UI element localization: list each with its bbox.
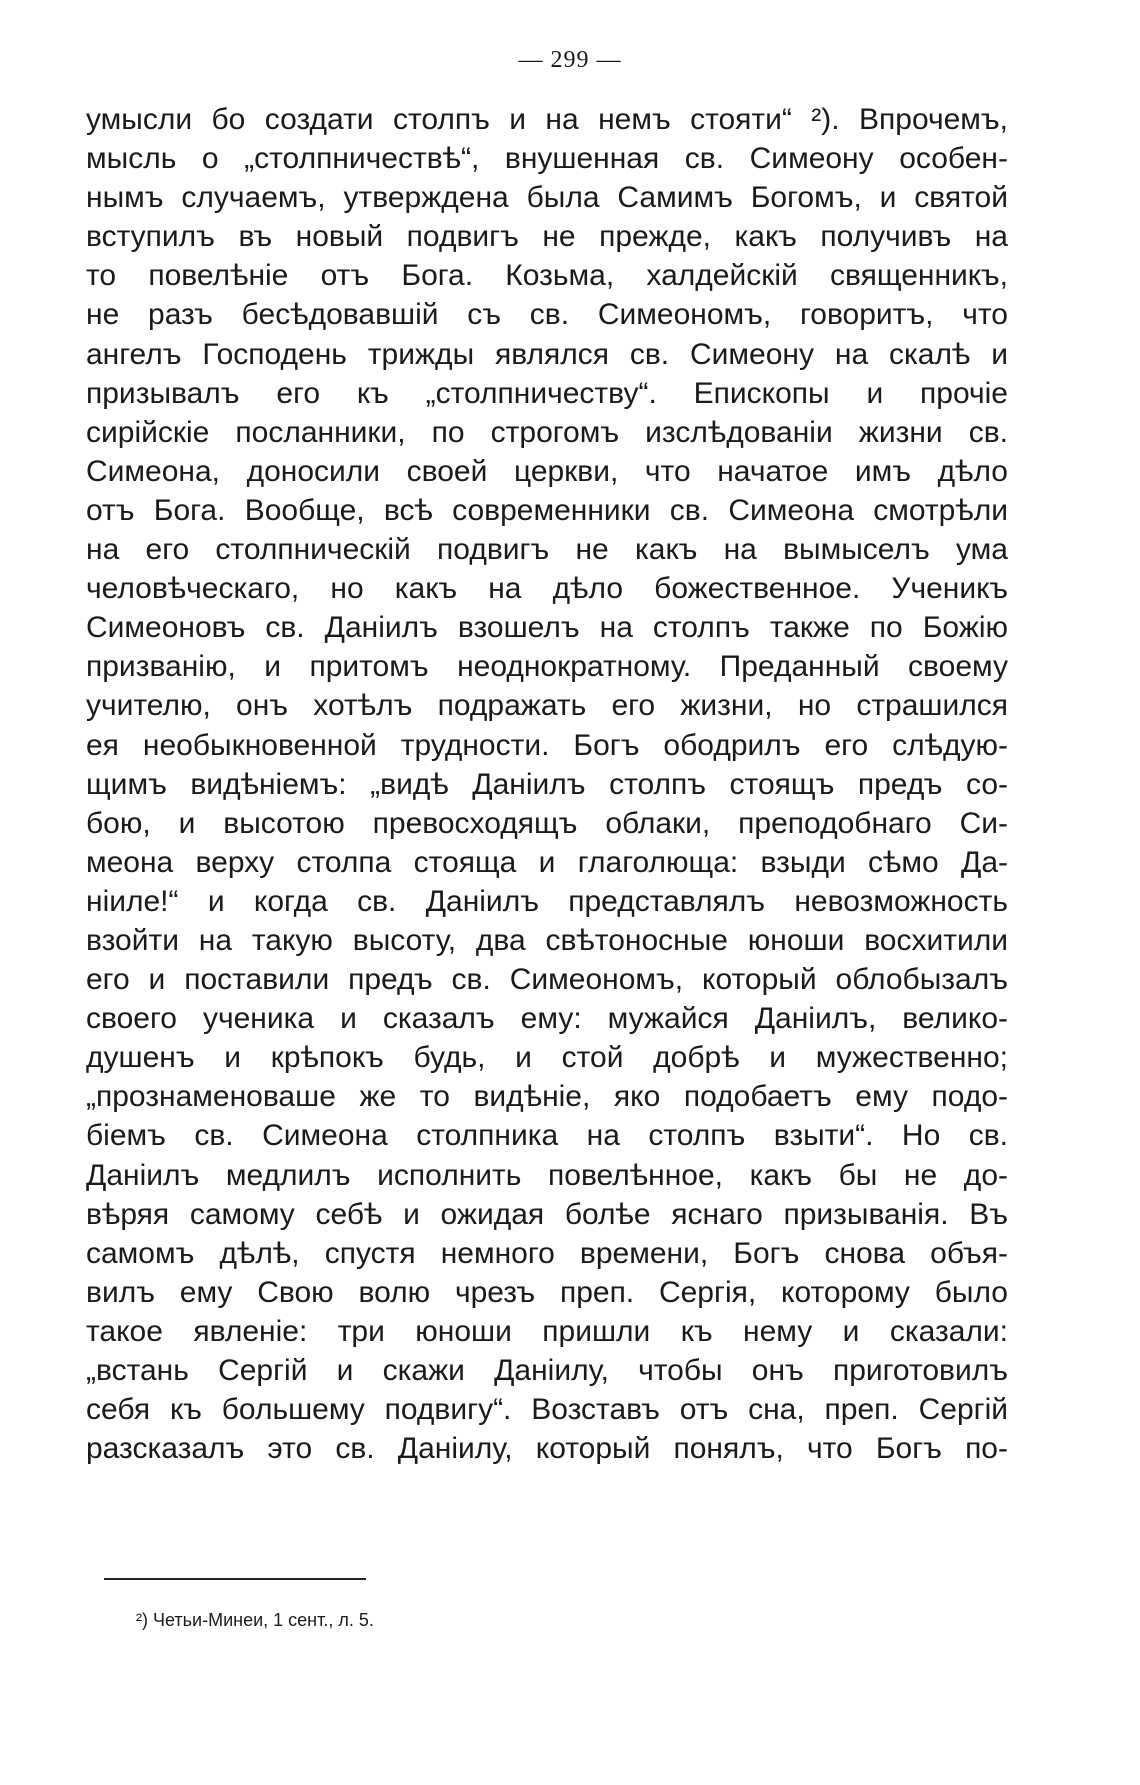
text-line: взойти на такую высоту, два свѣтоносные юноши восхитили <box>86 923 1008 957</box>
text-line: самомъ дѣлѣ, спустя немного времени, Богъ снова объя- <box>86 1236 1008 1270</box>
text-line: „прознаменоваше же то видѣніе, яко подобаетъ ему подо- <box>86 1080 1008 1114</box>
text-line: нымъ случаемъ, утверждена была Самимъ Богомъ, и святой <box>86 181 1008 215</box>
text-line: то повелѣніе отъ Бога. Козьма, халдейскій священникъ, <box>86 259 1008 293</box>
text-line: на его столпническій подвигъ не какъ на вымыселъ ума <box>86 533 1008 567</box>
text-line: вѣряя самому себѣ и ожидая болѣе яснаго призыванія. Въ <box>86 1197 1008 1231</box>
text-line: мысль о „столпничествѣ“, внушенная св. Симеону особен- <box>86 142 1008 176</box>
text-line: ніиле!“ и когда св. Даніилъ представлялъ невозможность <box>86 884 1008 918</box>
text-line: такое явленіе: три юноши пришли къ нему и сказали: <box>86 1314 1008 1348</box>
text-line: ангелъ Господень трижды являлся св. Симеону на скалѣ и <box>86 337 1008 371</box>
text-line: разсказалъ это св. Даніилу, который понялъ, что Богъ по- <box>86 1432 1008 1466</box>
text-line: душенъ и крѣпокъ будь, и стой добрѣ и мужественно; <box>86 1041 1008 1075</box>
text-line: щимъ видѣніемъ: „видѣ Даніилъ столпъ стоящъ предъ со- <box>86 767 1008 801</box>
text-line: вступилъ въ новый подвигъ не прежде, какъ получивъ на <box>86 220 1008 254</box>
text-line: вилъ ему Свою волю чрезъ преп. Сергія, которому было <box>86 1275 1008 1309</box>
text-line: не разъ бесѣдовавшій съ св. Симеономъ, говоритъ, что <box>86 298 1008 332</box>
text-line: человѣческаго, но какъ на дѣло божественное. Ученикъ <box>86 572 1008 606</box>
text-line: призванію, и притомъ неоднократному. Преданный своему <box>86 650 1008 684</box>
footnote <box>136 1608 374 1632</box>
text-line: меона верху столпа стояща и глаголюща: взыди сѣмо Да- <box>86 845 1008 879</box>
footnote-divider <box>104 1578 366 1580</box>
text-line: бою, и высотою превосходящъ облаки, преподобнаго Си- <box>86 806 1008 840</box>
text-line: своего ученика и сказалъ ему: мужайся Даніилъ, велико- <box>86 1002 1008 1036</box>
text-line: призывалъ его къ „столпничеству“. Епископы и прочіе <box>86 376 1008 410</box>
text-line: себя къ большему подвигу“. Возставъ отъ сна, преп. Сергій <box>86 1393 1008 1427</box>
text-line: учителю, онъ хотѣлъ подражать его жизни, но страшился <box>86 689 1008 723</box>
text-line: Симеоновъ св. Даніилъ взошелъ на столпъ также по Божію <box>86 611 1008 645</box>
text-line: его и поставили предъ св. Симеономъ, который облобызалъ <box>86 963 1008 997</box>
text-line: біемъ св. Симеона столпника на столпъ взыти“. Но св. <box>86 1119 1008 1153</box>
text-line: Даніилъ медлилъ исполнить повелѣнное, какъ бы не до- <box>86 1158 1008 1192</box>
footnote-text: Четьи-Минеи, 1 сент., л. 5. <box>153 1610 374 1630</box>
footnote-marker: ²) <box>136 1610 148 1630</box>
page-number: — 299 — <box>518 47 622 73</box>
body-text <box>86 100 1008 1468</box>
text-line: сирійскіе посланники, по строгомъ изслѣдованіи жизни св. <box>86 415 1008 449</box>
text-line: отъ Бога. Вообще, всѣ современники св. Симеона смотрѣли <box>86 493 1008 527</box>
text-line: ея необыкновенной трудности. Богъ ободрилъ его слѣдую- <box>86 728 1008 762</box>
text-line: „встань Сергій и скажи Даніилу, чтобы онъ приготовилъ <box>86 1354 1008 1387</box>
text-line: Симеона, доносили своей церкви, что начатое имъ дѣло <box>86 454 1008 488</box>
text-line: умысли бо создати столпъ и на немъ стояти“ ²). Впрочемъ, <box>86 103 1008 136</box>
